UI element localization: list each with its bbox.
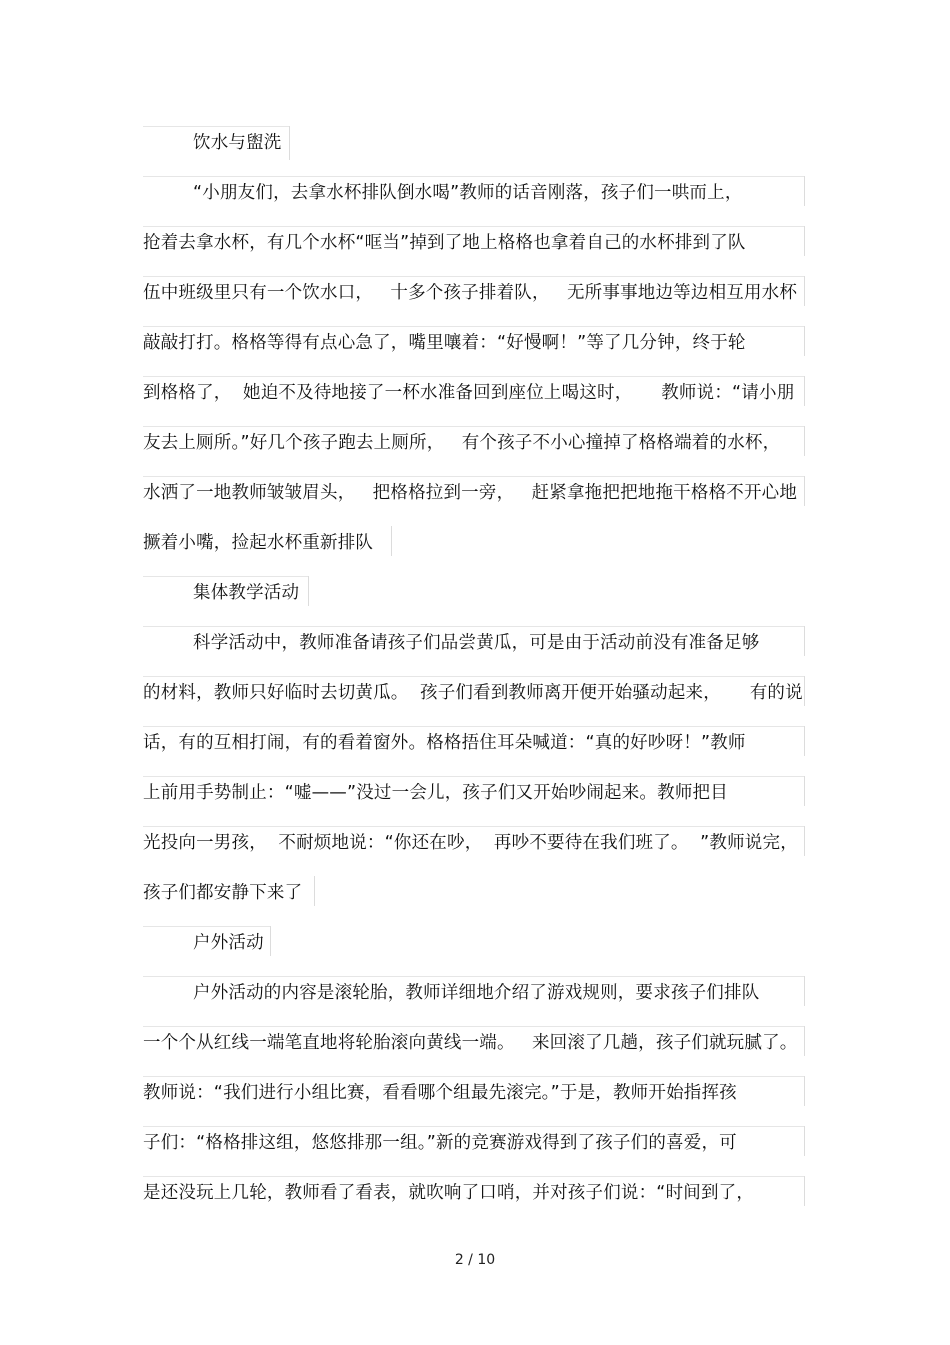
rule	[804, 776, 805, 806]
rule	[143, 1026, 805, 1027]
rule	[289, 126, 290, 160]
rule	[804, 476, 805, 506]
paragraph-line: 撅着小嘴，捡起水杯重新排队	[143, 533, 374, 553]
rule	[391, 526, 392, 556]
rule	[143, 676, 805, 677]
rule	[143, 726, 805, 727]
rule	[143, 476, 805, 477]
rule	[804, 226, 805, 256]
paragraph-line: 友去上厕所。”好几个孩子跑去上厕所， 有个孩子不小心撞掉了格格端着的水杯，	[143, 433, 781, 453]
rule	[143, 176, 805, 177]
paragraph-line: 户外活动的内容是滚轮胎，教师详细地介绍了游戏规则，要求孩子们排队	[193, 983, 760, 1003]
rule	[143, 826, 805, 827]
rule	[143, 326, 805, 327]
rule	[143, 276, 805, 277]
paragraph-line: 孩子们都安静下来了	[143, 883, 303, 903]
rule	[804, 376, 805, 406]
paragraph-line: “小朋友们，去拿水杯排队倒水喝”教师的话音刚落，孩子们一哄而上，	[193, 183, 743, 203]
paragraph-line: 抢着去拿水杯，有几个水杯“哐当”掉到了地上格格也拿着自己的水杯排到了队	[143, 233, 746, 253]
paragraph-line: 敲敲打打。格格等得有点心急了，嘴里嚷着：“好慢啊！”等了几分钟，终于轮	[143, 333, 746, 353]
paragraph-line: 上前用手势制止：“嘘——”没过一会儿，孩子们又开始吵闹起来。教师把目	[143, 783, 728, 803]
rule	[804, 826, 805, 856]
rule	[308, 576, 309, 606]
rule	[143, 576, 309, 577]
paragraph-line: 光投向一男孩， 不耐烦地说：“你还在吵， 再吵不要待在我们班了。 ”教师说完，	[143, 833, 798, 853]
rule	[143, 976, 805, 977]
paragraph-line: 子们：“格格排这组，悠悠排那一组。”新的竞赛游戏得到了孩子们的喜爱，可	[143, 1133, 737, 1153]
paragraph-line: 到格格了， 她迫不及待地接了一杯水准备回到座位上喝这时， 教师说：“请小朋	[143, 383, 795, 403]
paragraph-line: 的材料，教师只好临时去切黄瓜。 孩子们看到教师离开便开始骚动起来， 有的说	[143, 683, 803, 703]
section-heading: 饮水与盥洗	[193, 133, 282, 153]
paragraph-line: 水洒了一地教师皱皱眉头， 把格格拉到一旁， 赶紧拿拖把把地拖干格格不开心地	[143, 483, 798, 503]
paragraph-line: 科学活动中，教师准备请孩子们品尝黄瓜，可是由于活动前没有准备足够	[193, 633, 760, 653]
rule	[804, 1176, 805, 1206]
rule	[143, 126, 289, 127]
rule	[804, 176, 805, 206]
rule	[143, 1176, 805, 1177]
rule	[314, 876, 315, 906]
rule	[143, 1126, 805, 1127]
rule	[804, 676, 805, 706]
rule	[270, 926, 271, 956]
rule	[804, 276, 805, 306]
section-heading: 户外活动	[193, 933, 264, 953]
rule	[804, 326, 805, 356]
rule	[143, 776, 805, 777]
paragraph-line: 一个个从红线一端笔直地将轮胎滚向黄线一端。 来回滚了几趟，孩子们就玩腻了。	[143, 1033, 798, 1053]
rule	[804, 426, 805, 456]
rule	[804, 1076, 805, 1106]
rule	[143, 376, 805, 377]
rule	[143, 426, 805, 427]
paragraph-line: 伍中班级里只有一个饮水口， 十多个孩子排着队， 无所事事地边等边相互用水杯	[143, 283, 798, 303]
page-number: 2 / 10	[454, 1252, 496, 1268]
rule	[143, 226, 805, 227]
paragraph-line: 是还没玩上几轮，教师看了看表，就吹响了口哨，并对孩子们说：“时间到了，	[143, 1183, 755, 1203]
rule	[143, 926, 271, 927]
rule	[143, 626, 805, 627]
rule	[804, 1026, 805, 1056]
rule	[804, 626, 805, 656]
paragraph-line: 话，有的互相打闹，有的看着窗外。格格捂住耳朵喊道：“真的好吵呀！”教师	[143, 733, 746, 753]
rule	[804, 1126, 805, 1156]
section-heading: 集体教学活动	[193, 583, 300, 603]
rule	[804, 976, 805, 1006]
rule	[804, 726, 805, 756]
rule	[143, 1076, 805, 1077]
paragraph-line: 教师说：“我们进行小组比赛，看看哪个组最先滚完。”于是，教师开始指挥孩	[143, 1083, 737, 1103]
